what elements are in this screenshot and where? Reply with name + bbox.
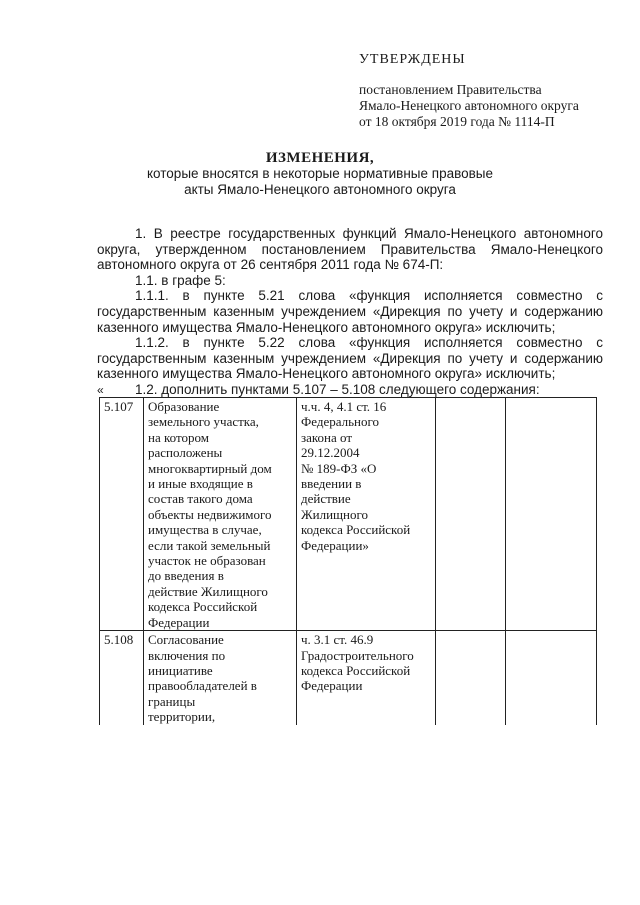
paragraph-1-1-2-line: государственным казенным учреждением «Дирекция по учету и содержанию	[97, 350, 603, 366]
cell-line: кодекса Российской	[301, 662, 411, 678]
cell-line: правообладателей в	[148, 678, 257, 694]
cell-line: Жилищного	[301, 506, 369, 522]
subtitle-line: которые вносятся в некоторые нормативные правовые	[147, 166, 493, 181]
cell-line: участок не образован	[148, 553, 266, 569]
cell-line: инициативе	[148, 662, 213, 678]
cell-line: 29.12.2004	[301, 445, 360, 461]
approval-reference	[359, 82, 579, 130]
paragraph-1-line: 1. В реестре государственных функций Ямало-Ненецкого автономного	[135, 226, 603, 241]
cell-line: ч. 3.1 ст. 46.9	[301, 632, 374, 648]
empty-cell	[506, 398, 597, 631]
table-row	[100, 398, 597, 631]
cell-line: № 189-ФЗ «О	[301, 460, 377, 476]
approval-line: постановлением Правительства	[359, 82, 542, 97]
paragraph-1-line: автономного округа от 26 сентября 2011 года № 674-П:	[97, 257, 444, 273]
cell-line: Образование	[148, 399, 220, 414]
cell-line: многоквартирный дом	[148, 460, 272, 476]
function-name-cell	[144, 631, 297, 725]
empty-cell	[436, 631, 506, 725]
cell-line: Федерального	[301, 414, 380, 430]
legal-basis-cell	[297, 398, 436, 631]
cell-line: действие	[301, 491, 351, 507]
paragraph-1-1-1-line: 1.1.1. в пункте 5.21 слова «функция исполняется совместно с	[135, 288, 603, 304]
paragraph-1-1-1-line: государственным казенным учреждением «Дирекция по учету и содержанию	[97, 303, 603, 319]
cell-line: Согласование	[148, 632, 224, 648]
registry-table	[99, 397, 597, 725]
approval-line: Ямало-Ненецкого автономного округа	[359, 98, 579, 113]
cell-line: земельного участка,	[148, 414, 259, 430]
paragraph-1-1-2-line: казенного имущества Ямало-Ненецкого автономного округа» исключить;	[97, 366, 556, 382]
row-number: 5.108	[100, 631, 144, 725]
cell-line: имущества в случае,	[148, 522, 262, 538]
empty-cell	[506, 631, 597, 725]
cell-line: и иные входящие в	[148, 476, 253, 492]
cell-line: территории,	[148, 709, 216, 725]
cell-line: до введения в	[148, 568, 224, 584]
cell-line: включения по	[148, 647, 226, 663]
paragraph-1-1-2-line: 1.1.2. в пункте 5.22 слова «функция исполняется совместно с	[135, 335, 603, 351]
paragraph-1-line: округа, утвержденном постановлением Правительства Ямало-Ненецкого	[97, 241, 603, 257]
cell-line: ч.ч. 4, 4.1 ст. 16	[301, 399, 387, 414]
paragraph-1-1: 1.1. в графе 5:	[135, 272, 226, 288]
subtitle-line: акты Ямало-Ненецкого автономного округа	[184, 182, 456, 197]
cell-line: кодекса Российской	[301, 522, 411, 538]
document-body	[97, 226, 603, 398]
cell-line: на котором	[148, 429, 209, 445]
cell-line: Федерации	[148, 614, 210, 630]
table-row	[100, 631, 597, 725]
opening-quote: «	[97, 383, 104, 397]
cell-line: Федерации»	[301, 537, 369, 553]
cell-line: закона от	[301, 429, 353, 445]
paragraph-1-2: 1.2. дополнить пунктами 5.107 – 5.108 следующего содержания:	[135, 381, 540, 397]
cell-line: объекты недвижимого	[148, 506, 272, 522]
cell-line: кодекса Российской	[148, 599, 258, 615]
document-subtitle	[0, 166, 640, 198]
cell-line: границы	[148, 693, 196, 709]
empty-cell	[436, 398, 506, 631]
cell-line: Градостроительного	[301, 647, 414, 663]
row-number: 5.107	[100, 398, 144, 631]
cell-line: состав такого дома	[148, 491, 253, 507]
cell-line: если такой земельный	[148, 537, 271, 553]
paragraph-1-1-1-line: казенного имущества Ямало-Ненецкого автономного округа» исключить;	[97, 319, 556, 335]
approved-heading: УТВЕРЖДЕНЫ	[359, 52, 466, 67]
cell-line: расположены	[148, 445, 223, 461]
document-title: ИЗМЕНЕНИЯ,	[265, 150, 375, 166]
cell-line: Федерации	[301, 678, 363, 694]
function-name-cell	[144, 398, 297, 631]
cell-line: введении в	[301, 476, 362, 492]
cell-line: действие Жилищного	[148, 583, 268, 599]
legal-basis-cell	[297, 631, 436, 725]
approval-line: от 18 октября 2019 года № 1114-П	[359, 114, 555, 129]
